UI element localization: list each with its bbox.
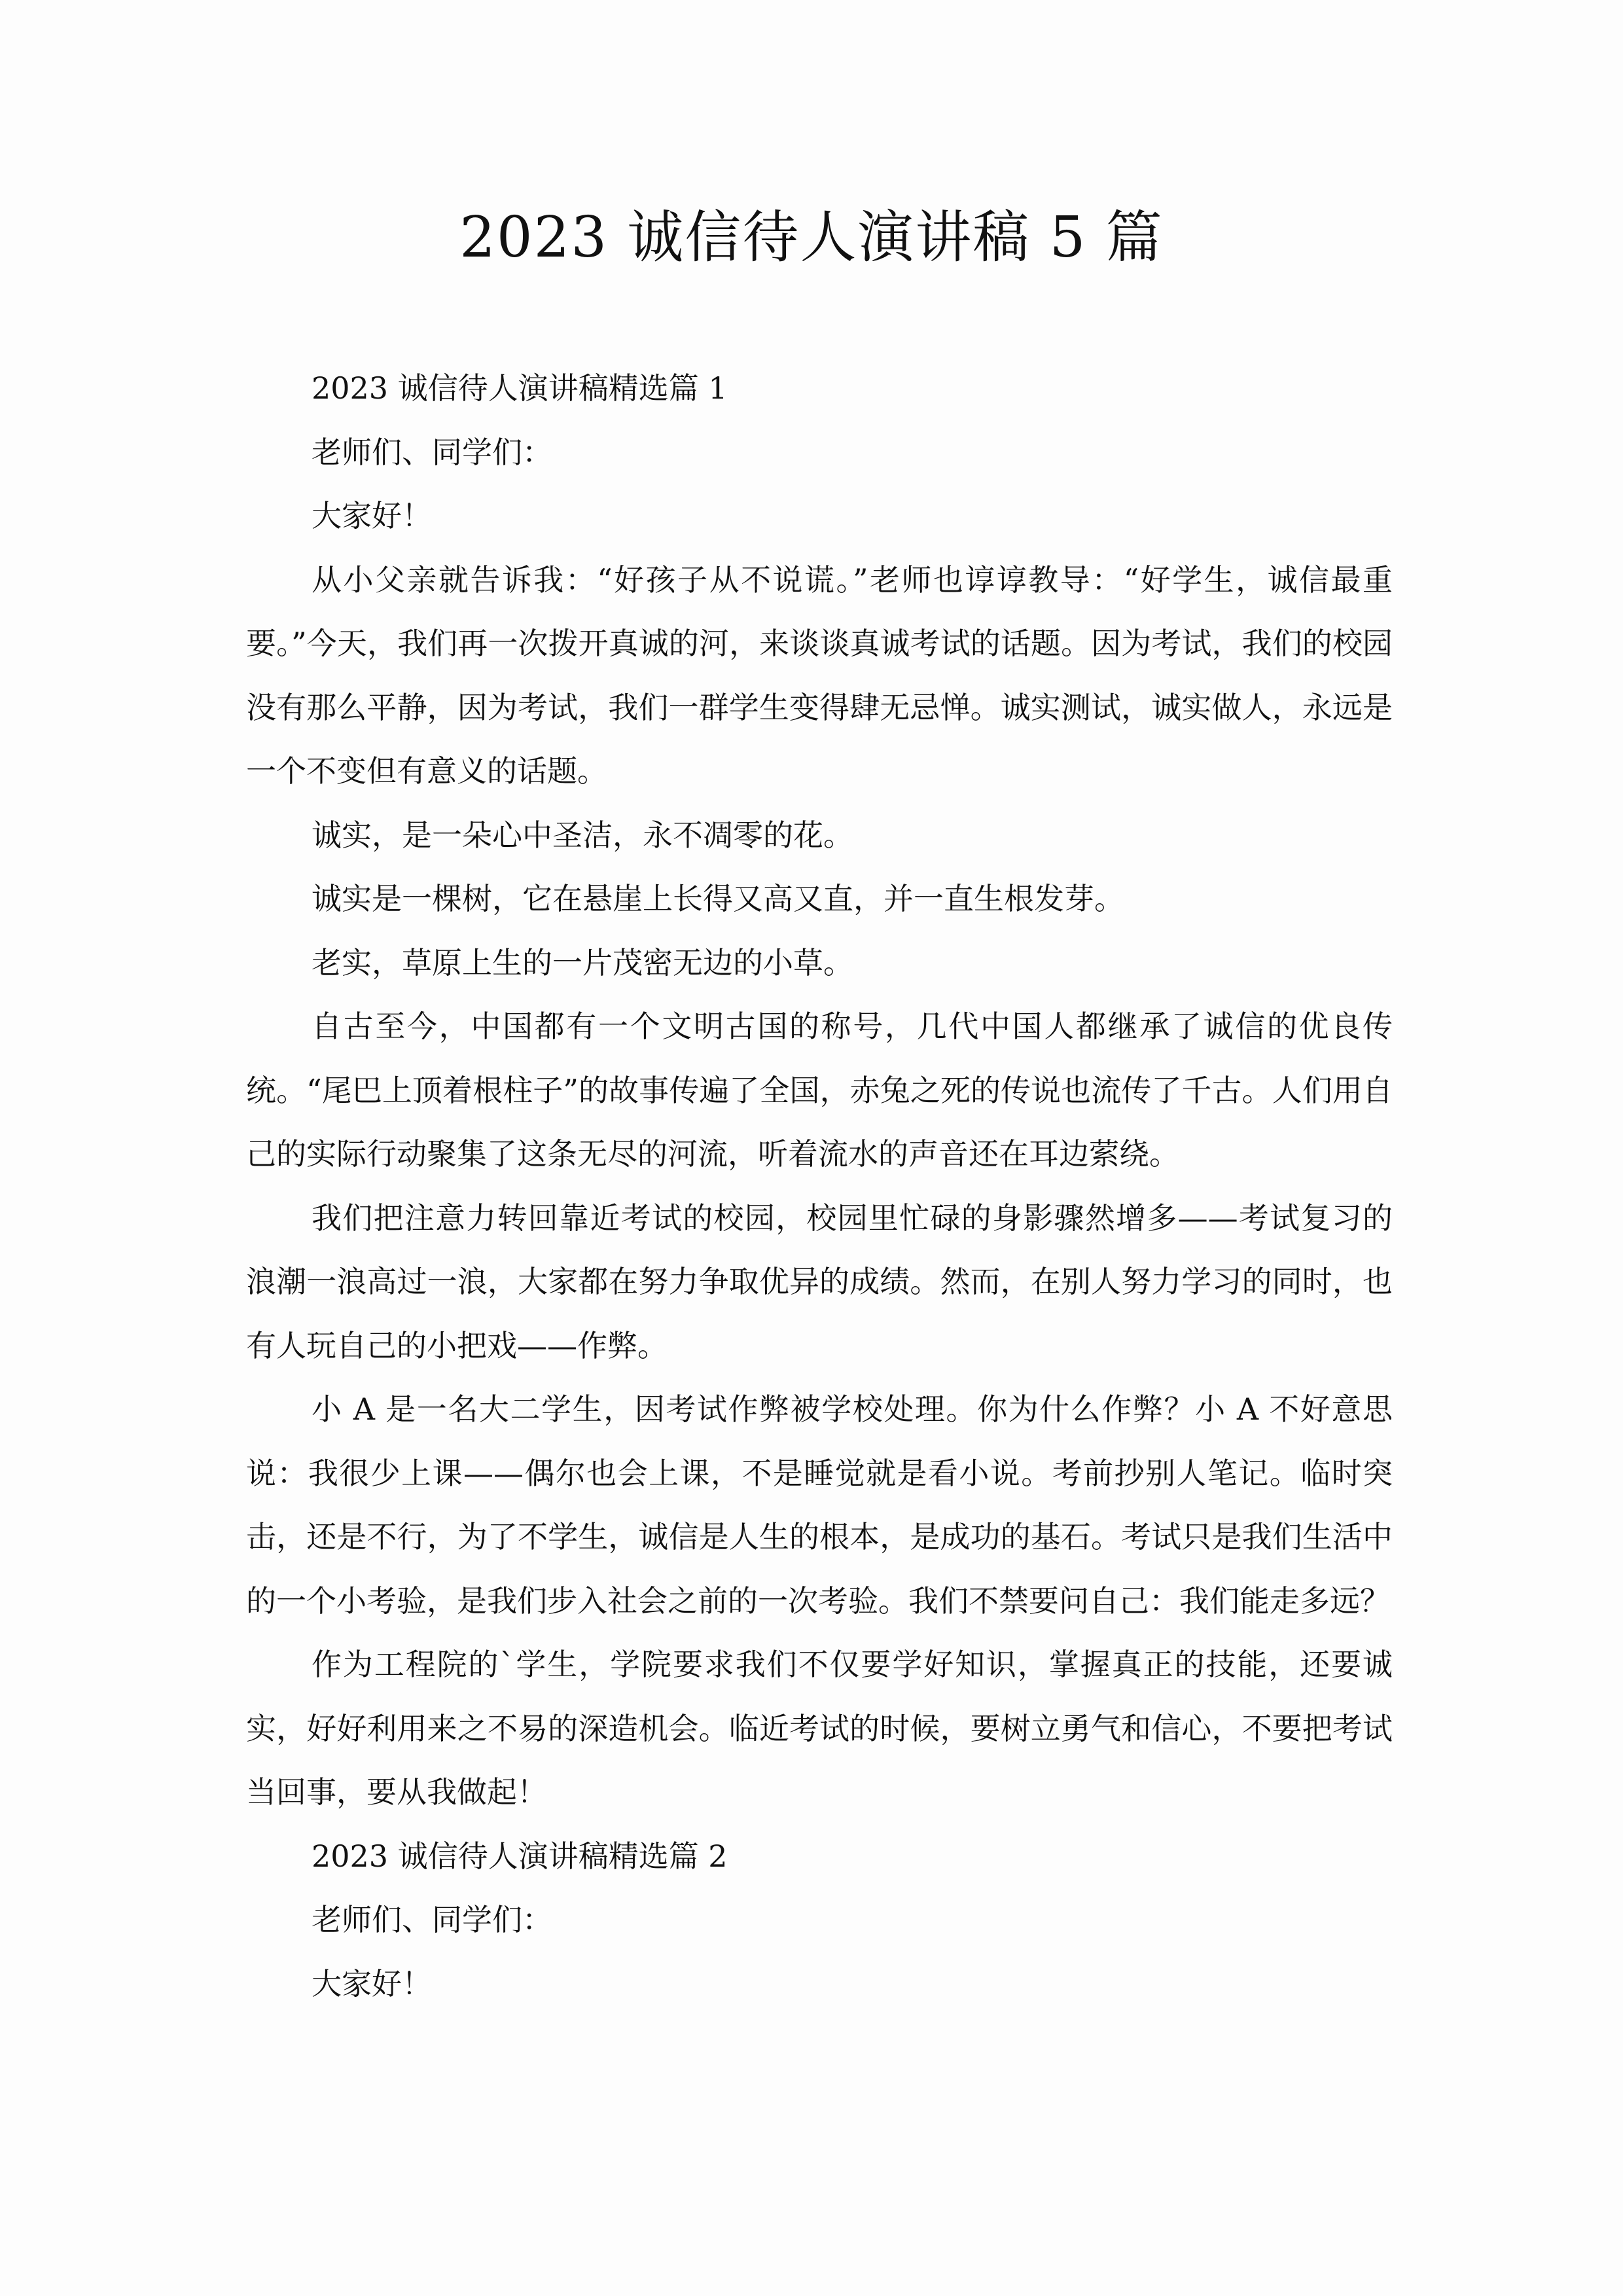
salutation: 老师们、同学们： [312,434,552,470]
document-title: 2023 诚信待人演讲稿 5 篇 [459,205,1164,270]
paragraph: 小 A 是一名大二学生，因考试作弊被学校处理。你为什么作弊？小 A 不好意思说：我很少上课——偶尔也会上课，不是睡觉就是看小说。考前抄别人笔记。临时突击，还是不行，为了不学生，诚信是人生的根本，是成功的基石。考试只是我们生活中的一个小考验，是我们步入社会之前的一次考验。我们不禁要问自己：我们能走多远？ [246,1391,1393,1619]
paragraph: 作为工程院的`学生，学院要求我们不仅要学好知识，掌握真正的技能，还要诚实，好好利用来之不易的深造机会。临近考试的时候，要树立勇气和信心，不要把考试当回事，要从我做起！ [246,1647,1393,1810]
document-body [246,357,1393,2016]
paragraph: 从小父亲就告诉我：“好孩子从不说谎。”老师也谆谆教导：“好学生，诚信最重要。”今天，我们再一次拨开真诚的河，来谈谈真诚考试的话题。因为考试，我们的校园没有那么平静，因为考试，我们一群学生变得肆无忌惮。诚实测试，诚实做人，永远是一个不变但有意义的话题。 [246,562,1393,789]
salutation: 老师们、同学们： [312,1902,552,1937]
section-heading: 2023 诚信待人演讲稿精选篇 1 [312,370,728,406]
paragraph: 自古至今，中国都有一个文明古国的称号，几代中国人都继承了诚信的优良传统。“尾巴上顶着根柱子”的故事传遍了全国，赤兔之死的传说也流传了千古。人们用自己的实际行动聚集了这条无尽的河流，听着流水的声音还在耳边萦绕。 [246,1009,1393,1172]
paragraph: 老实，草原上生的一片茂密无边的小草。 [312,944,853,980]
greeting: 大家好！ [312,1965,432,2001]
paragraph: 诚实是一棵树，它在悬崖上长得又高又直，并一直生根发芽。 [312,881,1124,916]
paragraph: 诚实，是一朵心中圣洁，永不凋零的花。 [312,817,853,853]
section-heading: 2023 诚信待人演讲稿精选篇 2 [312,1838,728,1874]
greeting: 大家好！ [312,498,432,533]
paragraph: 我们把注意力转回靠近考试的校园，校园里忙碌的身影骤然增多——考试复习的浪潮一浪高过一浪，大家都在努力争取优异的成绩。然而，在别人努力学习的同时，也有人玩自己的小把戏——作弊。 [246,1200,1393,1363]
